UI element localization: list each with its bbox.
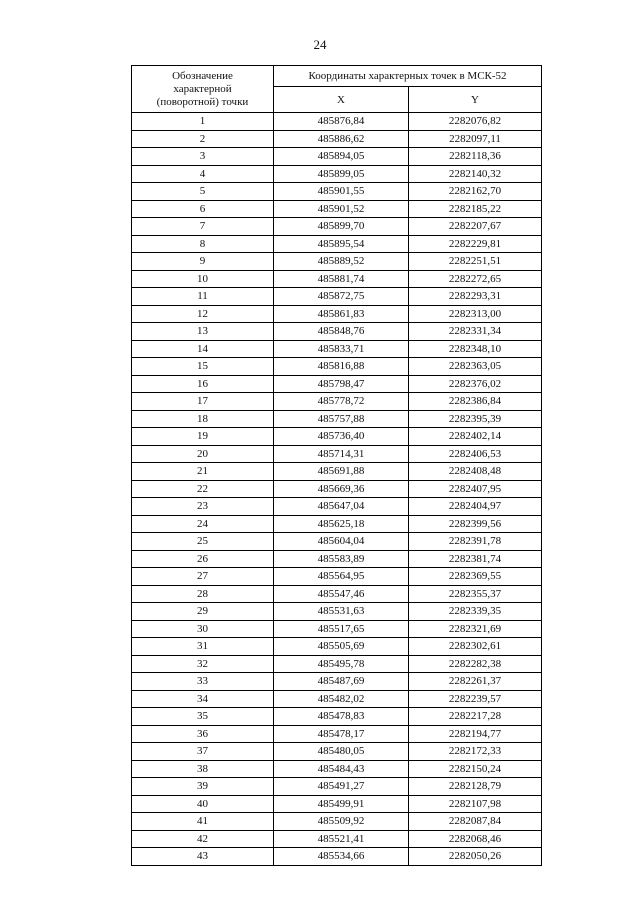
point-number-cell: 20	[132, 445, 274, 463]
table-row	[132, 410, 542, 428]
table-row	[132, 375, 542, 393]
x-coordinate-cell: 485482,02	[274, 690, 409, 708]
x-coordinate-cell: 485534,66	[274, 848, 409, 866]
point-number-cell: 2	[132, 130, 274, 148]
table-row	[132, 288, 542, 306]
table-row	[132, 463, 542, 481]
point-number-cell: 9	[132, 253, 274, 271]
table-row	[132, 445, 542, 463]
point-number-cell: 14	[132, 340, 274, 358]
y-coordinate-cell: 2282068,46	[409, 830, 542, 848]
table-row	[132, 253, 542, 271]
y-coordinate-cell: 2282313,00	[409, 305, 542, 323]
table-row	[132, 603, 542, 621]
y-coordinate-cell: 2282408,48	[409, 463, 542, 481]
table-row	[132, 795, 542, 813]
x-coordinate-cell: 485691,88	[274, 463, 409, 481]
x-coordinate-cell: 485487,69	[274, 673, 409, 691]
y-coordinate-cell: 2282140,32	[409, 165, 542, 183]
x-coordinate-cell: 485778,72	[274, 393, 409, 411]
y-coordinate-cell: 2282381,74	[409, 550, 542, 568]
header-y: Y	[409, 87, 542, 113]
x-coordinate-cell: 485736,40	[274, 428, 409, 446]
point-number-cell: 39	[132, 778, 274, 796]
point-number-cell: 24	[132, 515, 274, 533]
point-number-cell: 40	[132, 795, 274, 813]
header-point-designation	[132, 66, 274, 113]
table-row	[132, 113, 542, 131]
y-coordinate-cell: 2282406,53	[409, 445, 542, 463]
point-number-cell: 38	[132, 760, 274, 778]
x-coordinate-cell: 485505,69	[274, 638, 409, 656]
y-coordinate-cell: 2282363,05	[409, 358, 542, 376]
x-coordinate-cell: 485564,95	[274, 568, 409, 586]
table-row	[132, 533, 542, 551]
point-number-cell: 3	[132, 148, 274, 166]
point-number-cell: 23	[132, 498, 274, 516]
y-coordinate-cell: 2282386,84	[409, 393, 542, 411]
x-coordinate-cell: 485833,71	[274, 340, 409, 358]
y-coordinate-cell: 2282229,81	[409, 235, 542, 253]
point-number-cell: 22	[132, 480, 274, 498]
table-row	[132, 673, 542, 691]
y-coordinate-cell: 2282355,37	[409, 585, 542, 603]
y-coordinate-cell: 2282107,98	[409, 795, 542, 813]
y-coordinate-cell: 2282217,28	[409, 708, 542, 726]
point-number-cell: 18	[132, 410, 274, 428]
coordinates-table	[131, 65, 542, 866]
point-number-cell: 28	[132, 585, 274, 603]
table-row	[132, 393, 542, 411]
x-coordinate-cell: 485521,41	[274, 830, 409, 848]
table-row	[132, 848, 542, 866]
y-coordinate-cell: 2282391,78	[409, 533, 542, 551]
point-number-cell: 13	[132, 323, 274, 341]
y-coordinate-cell: 2282261,37	[409, 673, 542, 691]
x-coordinate-cell: 485899,05	[274, 165, 409, 183]
x-coordinate-cell: 485895,54	[274, 235, 409, 253]
x-coordinate-cell: 485491,27	[274, 778, 409, 796]
point-number-cell: 21	[132, 463, 274, 481]
table-row	[132, 708, 542, 726]
table-row	[132, 515, 542, 533]
table-row	[132, 358, 542, 376]
table-row	[132, 235, 542, 253]
point-number-cell: 1	[132, 113, 274, 131]
x-coordinate-cell: 485881,74	[274, 270, 409, 288]
y-coordinate-cell: 2282376,02	[409, 375, 542, 393]
x-coordinate-cell: 485484,43	[274, 760, 409, 778]
header-point-line: характерной	[173, 82, 232, 95]
y-coordinate-cell: 2282239,57	[409, 690, 542, 708]
point-number-cell: 6	[132, 200, 274, 218]
page-number: 24	[313, 37, 327, 52]
point-number-cell: 41	[132, 813, 274, 831]
table-row	[132, 550, 542, 568]
point-number-cell: 32	[132, 655, 274, 673]
y-coordinate-cell: 2282185,22	[409, 200, 542, 218]
x-coordinate-cell: 485604,04	[274, 533, 409, 551]
point-number-cell: 34	[132, 690, 274, 708]
y-coordinate-cell: 2282302,61	[409, 638, 542, 656]
point-number-cell: 37	[132, 743, 274, 761]
y-coordinate-cell: 2282348,10	[409, 340, 542, 358]
table-row	[132, 270, 542, 288]
y-coordinate-cell: 2282162,70	[409, 183, 542, 201]
point-number-cell: 15	[132, 358, 274, 376]
table-row	[132, 585, 542, 603]
table-row	[132, 778, 542, 796]
y-coordinate-cell: 2282150,24	[409, 760, 542, 778]
y-coordinate-cell: 2282097,11	[409, 130, 542, 148]
x-coordinate-cell: 485816,88	[274, 358, 409, 376]
x-coordinate-cell: 485583,89	[274, 550, 409, 568]
y-coordinate-cell: 2282399,56	[409, 515, 542, 533]
point-number-cell: 5	[132, 183, 274, 201]
x-coordinate-cell: 485714,31	[274, 445, 409, 463]
x-coordinate-cell: 485478,83	[274, 708, 409, 726]
x-coordinate-cell: 485478,17	[274, 725, 409, 743]
x-coordinate-cell: 485547,46	[274, 585, 409, 603]
point-number-cell: 30	[132, 620, 274, 638]
x-coordinate-cell: 485499,91	[274, 795, 409, 813]
header-x: X	[274, 87, 409, 113]
table-row	[132, 305, 542, 323]
point-number-cell: 17	[132, 393, 274, 411]
table-row	[132, 323, 542, 341]
table-row	[132, 743, 542, 761]
table-row	[132, 148, 542, 166]
y-coordinate-cell: 2282251,51	[409, 253, 542, 271]
table-row	[132, 725, 542, 743]
x-coordinate-cell: 485517,65	[274, 620, 409, 638]
y-coordinate-cell: 2282402,14	[409, 428, 542, 446]
table-body	[132, 113, 542, 866]
point-number-cell: 33	[132, 673, 274, 691]
point-number-cell: 43	[132, 848, 274, 866]
x-coordinate-cell: 485848,76	[274, 323, 409, 341]
header-coordinates-group: Координаты характерных точек в МСК-52	[274, 66, 542, 87]
point-number-cell: 26	[132, 550, 274, 568]
y-coordinate-cell: 2282293,31	[409, 288, 542, 306]
table-row	[132, 428, 542, 446]
x-coordinate-cell: 485669,36	[274, 480, 409, 498]
table-row	[132, 130, 542, 148]
x-coordinate-cell: 485876,84	[274, 113, 409, 131]
table-row	[132, 620, 542, 638]
table-row	[132, 813, 542, 831]
x-coordinate-cell: 485480,05	[274, 743, 409, 761]
x-coordinate-cell: 485625,18	[274, 515, 409, 533]
header-point-line: (поворотной) точки	[156, 95, 249, 108]
y-coordinate-cell: 2282207,67	[409, 218, 542, 236]
y-coordinate-cell: 2282321,69	[409, 620, 542, 638]
table-row	[132, 218, 542, 236]
x-coordinate-cell: 485872,75	[274, 288, 409, 306]
table-row	[132, 638, 542, 656]
x-coordinate-cell: 485901,55	[274, 183, 409, 201]
point-number-cell: 35	[132, 708, 274, 726]
y-coordinate-cell: 2282404,97	[409, 498, 542, 516]
table-row	[132, 655, 542, 673]
x-coordinate-cell: 485647,04	[274, 498, 409, 516]
point-number-cell: 11	[132, 288, 274, 306]
point-number-cell: 8	[132, 235, 274, 253]
x-coordinate-cell: 485509,92	[274, 813, 409, 831]
table-row	[132, 183, 542, 201]
y-coordinate-cell: 2282087,84	[409, 813, 542, 831]
point-number-cell: 31	[132, 638, 274, 656]
point-number-cell: 36	[132, 725, 274, 743]
y-coordinate-cell: 2282369,55	[409, 568, 542, 586]
point-number-cell: 27	[132, 568, 274, 586]
y-coordinate-cell: 2282331,34	[409, 323, 542, 341]
x-coordinate-cell: 485798,47	[274, 375, 409, 393]
header-point-line: Обозначение	[172, 69, 233, 82]
x-coordinate-cell: 485886,62	[274, 130, 409, 148]
y-coordinate-cell: 2282172,33	[409, 743, 542, 761]
x-coordinate-cell: 485899,70	[274, 218, 409, 236]
y-coordinate-cell: 2282128,79	[409, 778, 542, 796]
table-row	[132, 498, 542, 516]
x-coordinate-cell: 485531,63	[274, 603, 409, 621]
table-row	[132, 830, 542, 848]
x-coordinate-cell: 485901,52	[274, 200, 409, 218]
y-coordinate-cell: 2282076,82	[409, 113, 542, 131]
table-row	[132, 200, 542, 218]
y-coordinate-cell: 2282118,36	[409, 148, 542, 166]
x-coordinate-cell: 485495,78	[274, 655, 409, 673]
point-number-cell: 7	[132, 218, 274, 236]
point-number-cell: 12	[132, 305, 274, 323]
y-coordinate-cell: 2282272,65	[409, 270, 542, 288]
point-number-cell: 10	[132, 270, 274, 288]
point-number-cell: 19	[132, 428, 274, 446]
y-coordinate-cell: 2282050,26	[409, 848, 542, 866]
table-row	[132, 690, 542, 708]
y-coordinate-cell: 2282282,38	[409, 655, 542, 673]
y-coordinate-cell: 2282395,39	[409, 410, 542, 428]
point-number-cell: 42	[132, 830, 274, 848]
x-coordinate-cell: 485861,83	[274, 305, 409, 323]
point-number-cell: 16	[132, 375, 274, 393]
x-coordinate-cell: 485757,88	[274, 410, 409, 428]
table-row	[132, 568, 542, 586]
x-coordinate-cell: 485889,52	[274, 253, 409, 271]
x-coordinate-cell: 485894,05	[274, 148, 409, 166]
point-number-cell: 4	[132, 165, 274, 183]
point-number-cell: 25	[132, 533, 274, 551]
table-row	[132, 760, 542, 778]
point-number-cell: 29	[132, 603, 274, 621]
table-row	[132, 480, 542, 498]
y-coordinate-cell: 2282407,95	[409, 480, 542, 498]
table-header	[132, 66, 542, 113]
y-coordinate-cell: 2282339,35	[409, 603, 542, 621]
y-coordinate-cell: 2282194,77	[409, 725, 542, 743]
table-row	[132, 165, 542, 183]
table-row	[132, 340, 542, 358]
